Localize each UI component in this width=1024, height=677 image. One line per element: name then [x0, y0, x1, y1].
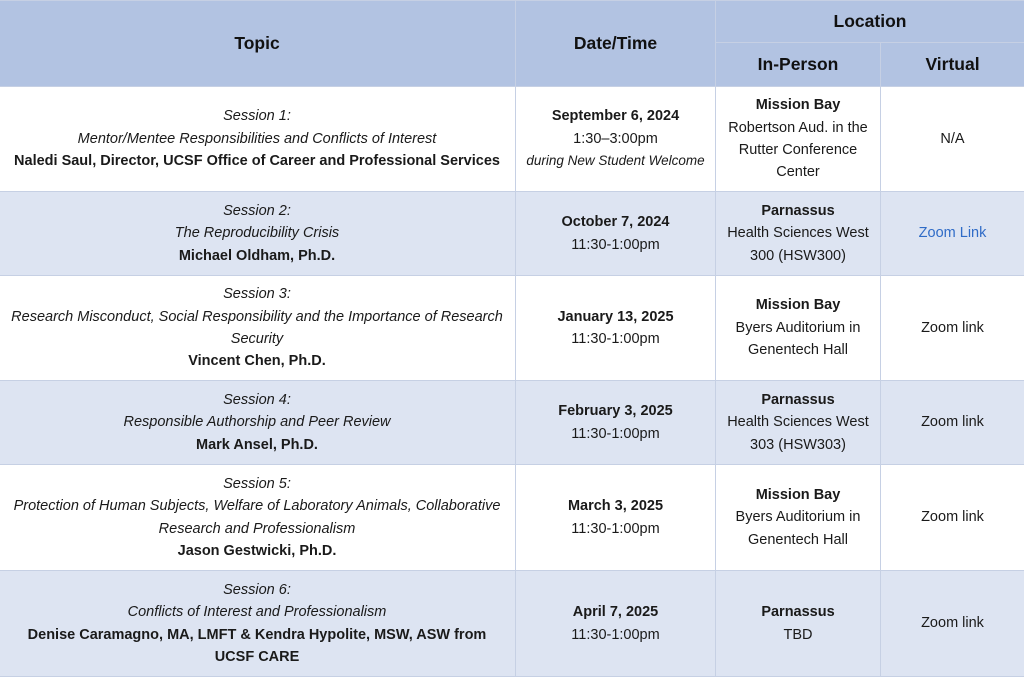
- session-title: The Reproducibility Crisis: [3, 222, 511, 244]
- topic-cell: [0, 87, 516, 192]
- virtual-cell: [881, 87, 1024, 192]
- session-time: 11:30-1:00pm: [520, 624, 711, 646]
- in-person-cell: [716, 276, 881, 381]
- session-label: Session 1:: [3, 105, 511, 127]
- session-label: Session 2:: [3, 200, 511, 222]
- session-date: September 6, 2024: [520, 105, 711, 127]
- session-date: February 3, 2025: [520, 400, 711, 422]
- session-time: 11:30-1:00pm: [520, 423, 711, 445]
- session-time: 11:30-1:00pm: [520, 328, 711, 350]
- topic-cell: [0, 192, 516, 276]
- session-title: Conflicts of Interest and Professionalism: [3, 601, 511, 623]
- zoom-link[interactable]: Zoom link: [921, 615, 984, 631]
- session-time: 11:30-1:00pm: [520, 518, 711, 540]
- session-title: Research Misconduct, Social Responsibility and the Importance of Research Security: [3, 306, 511, 351]
- session-label: Session 3:: [3, 283, 511, 305]
- datetime-cell: [516, 87, 716, 192]
- virtual-cell: [881, 465, 1024, 571]
- session-label: Session 4:: [3, 389, 511, 411]
- session-speaker: Denise Caramagno, MA, LMFT & Kendra Hypolite, MSW, ASW from UCSF CARE: [3, 624, 511, 669]
- session-speaker: Jason Gestwicki, Ph.D.: [3, 540, 511, 562]
- venue-name: Health Sciences West 303 (HSW303): [727, 414, 869, 452]
- campus-name: Mission Bay: [720, 484, 876, 506]
- header-location: Location: [716, 1, 1024, 43]
- zoom-link[interactable]: Zoom Link: [919, 225, 987, 241]
- zoom-link[interactable]: Zoom link: [921, 320, 984, 336]
- session-date: January 13, 2025: [520, 306, 711, 328]
- virtual-cell: [881, 571, 1024, 677]
- session-label: Session 5:: [3, 473, 511, 495]
- zoom-link[interactable]: Zoom link: [921, 509, 984, 525]
- header-virtual: Virtual: [881, 43, 1024, 87]
- in-person-cell: [716, 381, 881, 465]
- header-in-person: In-Person: [716, 43, 881, 87]
- datetime-cell: [516, 571, 716, 677]
- table-row: [0, 571, 1024, 677]
- virtual-cell: [881, 192, 1024, 276]
- zoom-link[interactable]: Zoom link: [921, 414, 984, 430]
- virtual-cell: [881, 276, 1024, 381]
- datetime-cell: [516, 381, 716, 465]
- venue-name: Robertson Aud. in the Rutter Conference Center: [728, 120, 867, 181]
- session-date: October 7, 2024: [520, 211, 711, 233]
- session-title: Mentor/Mentee Responsibilities and Conflicts of Interest: [3, 128, 511, 150]
- in-person-cell: [716, 192, 881, 276]
- campus-name: Mission Bay: [720, 94, 876, 116]
- venue-name: Byers Auditorium in Genentech Hall: [736, 320, 861, 358]
- session-speaker: Naledi Saul, Director, UCSF Office of Career and Professional Services: [3, 150, 511, 172]
- session-note: during New Student Welcome: [520, 150, 711, 172]
- campus-name: Parnassus: [720, 601, 876, 623]
- in-person-cell: [716, 465, 881, 571]
- campus-name: Parnassus: [720, 389, 876, 411]
- session-time: 1:30–3:00pm: [520, 128, 711, 150]
- table-row: [0, 276, 1024, 381]
- table-row: [0, 381, 1024, 465]
- campus-name: Mission Bay: [720, 294, 876, 316]
- topic-cell: [0, 465, 516, 571]
- in-person-cell: [716, 87, 881, 192]
- datetime-cell: [516, 192, 716, 276]
- session-date: April 7, 2025: [520, 601, 711, 623]
- venue-name: TBD: [784, 627, 813, 643]
- session-speaker: Vincent Chen, Ph.D.: [3, 350, 511, 372]
- virtual-na: N/A: [940, 131, 964, 147]
- header-topic: Topic: [0, 1, 516, 87]
- topic-cell: [0, 381, 516, 465]
- virtual-cell: [881, 381, 1024, 465]
- session-title: Responsible Authorship and Peer Review: [3, 411, 511, 433]
- session-speaker: Mark Ansel, Ph.D.: [3, 434, 511, 456]
- campus-name: Parnassus: [720, 200, 876, 222]
- table-row: [0, 465, 1024, 571]
- table-row: [0, 87, 1024, 192]
- session-label: Session 6:: [3, 579, 511, 601]
- session-title: Protection of Human Subjects, Welfare of Laboratory Animals, Collaborative Research and Professionalism: [3, 495, 511, 540]
- in-person-cell: [716, 571, 881, 677]
- topic-cell: [0, 571, 516, 677]
- session-time: 11:30-1:00pm: [520, 234, 711, 256]
- header-datetime: Date/Time: [516, 1, 716, 87]
- table-row: [0, 192, 1024, 276]
- topic-cell: [0, 276, 516, 381]
- venue-name: Byers Auditorium in Genentech Hall: [736, 509, 861, 547]
- session-speaker: Michael Oldham, Ph.D.: [3, 245, 511, 267]
- session-date: March 3, 2025: [520, 495, 711, 517]
- venue-name: Health Sciences West 300 (HSW300): [727, 225, 869, 263]
- datetime-cell: [516, 465, 716, 571]
- datetime-cell: [516, 276, 716, 381]
